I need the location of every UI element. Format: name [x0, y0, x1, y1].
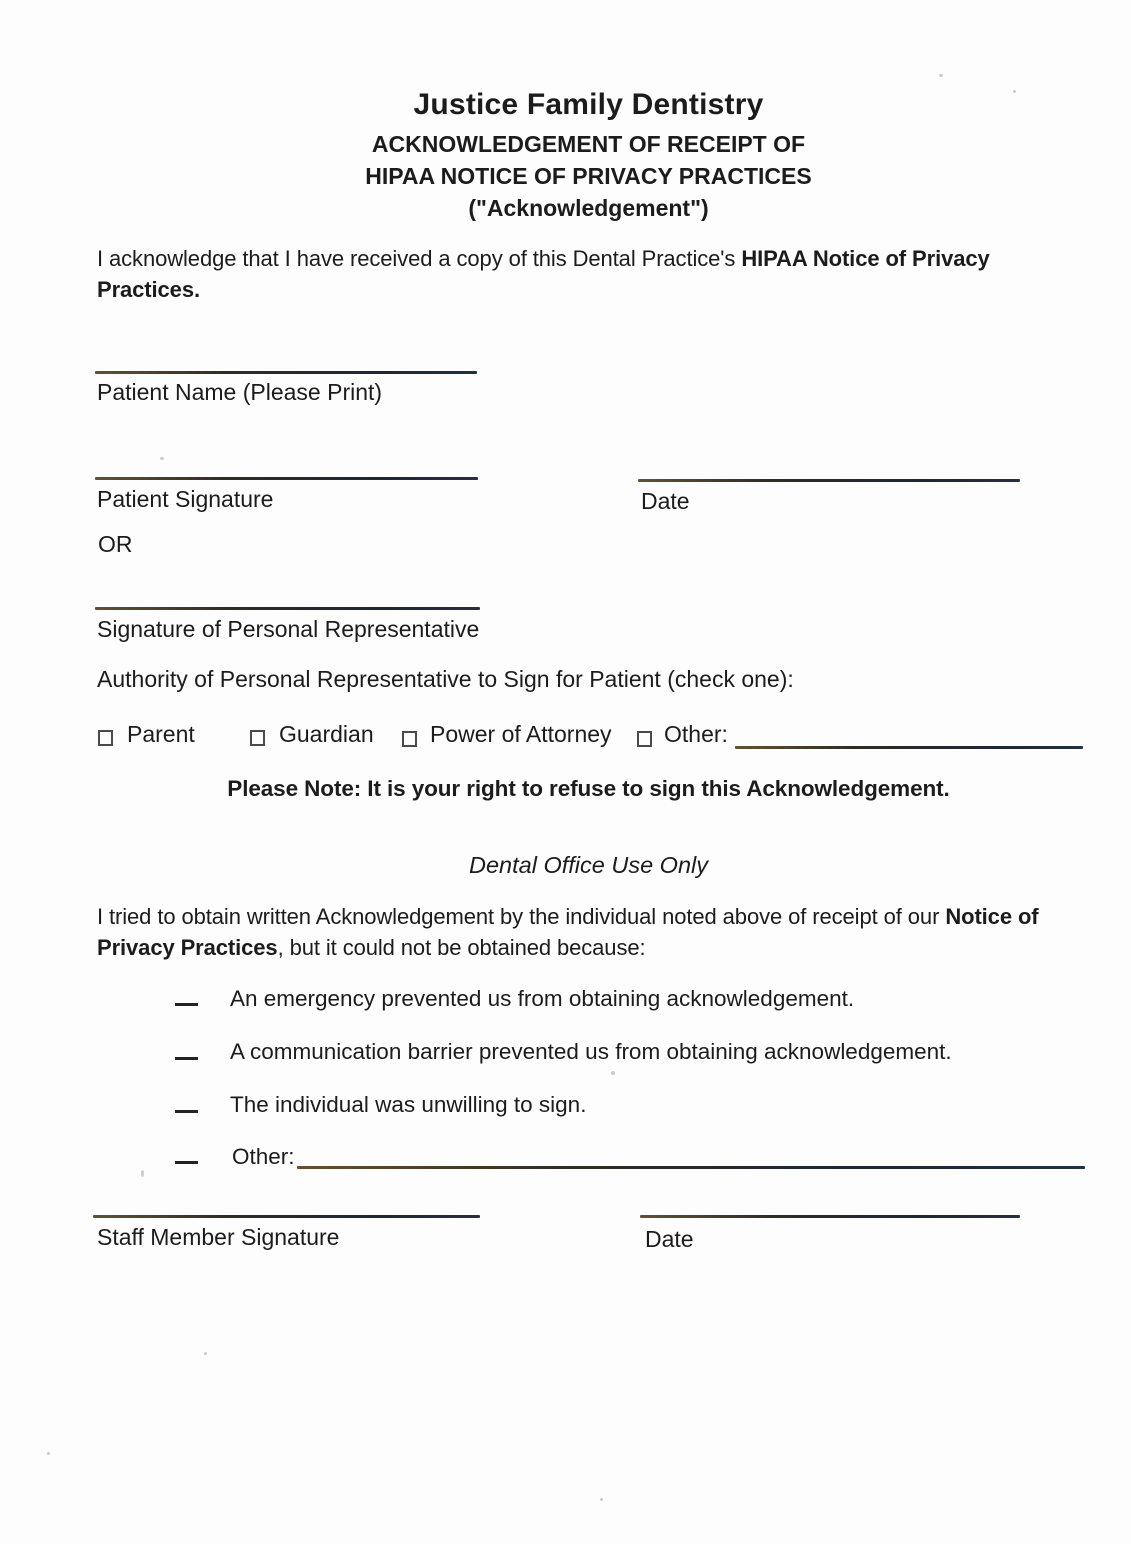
reason-other-mark-line[interactable] [175, 1161, 198, 1164]
checkbox-other-authority[interactable] [637, 731, 652, 747]
checkbox-guardian[interactable] [250, 730, 265, 746]
reason-unwilling-text: The individual was unwilling to sign. [230, 1092, 587, 1117]
scan-speck [1013, 90, 1016, 93]
reason-communication-text: A communication barrier prevented us from obtaining acknowledgement. [230, 1039, 952, 1064]
intro-text-after: . [193, 276, 200, 302]
office-text-bold: Notice of Privacy Practices [97, 904, 1039, 960]
checkbox-parent[interactable] [98, 730, 113, 746]
patient-signature-line[interactable] [95, 477, 478, 480]
intro-paragraph [97, 244, 1072, 305]
patient-name-label: Patient Name (Please Print) [97, 379, 383, 405]
scan-speck [47, 1452, 50, 1455]
checkbox-parent-label: Parent [127, 721, 195, 747]
form-title-line-2: HIPAA NOTICE OF PRIVACY PRACTICES [365, 163, 812, 189]
scan-speck [141, 1170, 144, 1177]
scan-speck [160, 457, 164, 460]
reason-other-text: Other: [232, 1144, 295, 1169]
intro-text-bold: HIPAA Notice of Privacy Practices [97, 246, 990, 302]
other-authority-line[interactable] [735, 746, 1083, 749]
refusal-note: Please Note: It is your right to refuse to sign this Acknowledgement. [227, 776, 950, 801]
form-title [46, 128, 1131, 224]
reason-unwilling-mark-line[interactable] [175, 1110, 198, 1113]
reason-emergency-text: An emergency prevented us from obtaining acknowledgement. [230, 986, 855, 1011]
reason-other-line[interactable] [297, 1166, 1085, 1169]
patient-date-label: Date [641, 488, 690, 514]
office-text-after: , but it could not be obtained because: [277, 934, 646, 960]
form-title-line-3: ("Acknowledgement") [468, 195, 709, 221]
patient-name-line[interactable] [95, 371, 477, 374]
staff-signature-label: Staff Member Signature [97, 1224, 340, 1250]
checkbox-power-of-attorney[interactable] [402, 731, 417, 747]
checkbox-guardian-label: Guardian [279, 721, 374, 747]
scan-speck [600, 1498, 603, 1501]
checkbox-power-of-attorney-label: Power of Attorney [430, 721, 612, 747]
staff-date-label: Date [645, 1226, 694, 1252]
scan-speck [939, 74, 943, 77]
staff-signature-line[interactable] [93, 1215, 480, 1218]
scan-speck [204, 1352, 207, 1355]
intro-text-before: I acknowledge that I have received a copy of this Dental Practice's [97, 246, 742, 271]
office-use-heading: Dental Office Use Only [468, 852, 708, 878]
form-title-line-1: ACKNOWLEDGEMENT OF RECEIPT OF [371, 131, 806, 157]
checkbox-other-authority-label: Other: [664, 721, 728, 747]
reason-emergency-mark-line[interactable] [175, 1003, 198, 1006]
authority-prompt: Authority of Personal Representative to Sign for Patient (check one): [97, 666, 794, 692]
scan-speck [611, 1071, 615, 1075]
form-header [46, 88, 1131, 224]
clinic-name: Justice Family Dentistry [413, 88, 764, 121]
patient-date-line[interactable] [638, 479, 1020, 482]
office-intro-paragraph [97, 902, 1087, 963]
patient-signature-label: Patient Signature [97, 486, 274, 512]
staff-date-line[interactable] [640, 1215, 1020, 1218]
rep-signature-line[interactable] [95, 607, 480, 610]
reason-communication-mark-line[interactable] [175, 1057, 198, 1060]
rep-signature-label: Signature of Personal Representative [97, 616, 480, 642]
office-text-before: I tried to obtain written Acknowledgement by the individual noted above of receipt of our [97, 904, 946, 929]
or-label: OR [98, 531, 133, 557]
